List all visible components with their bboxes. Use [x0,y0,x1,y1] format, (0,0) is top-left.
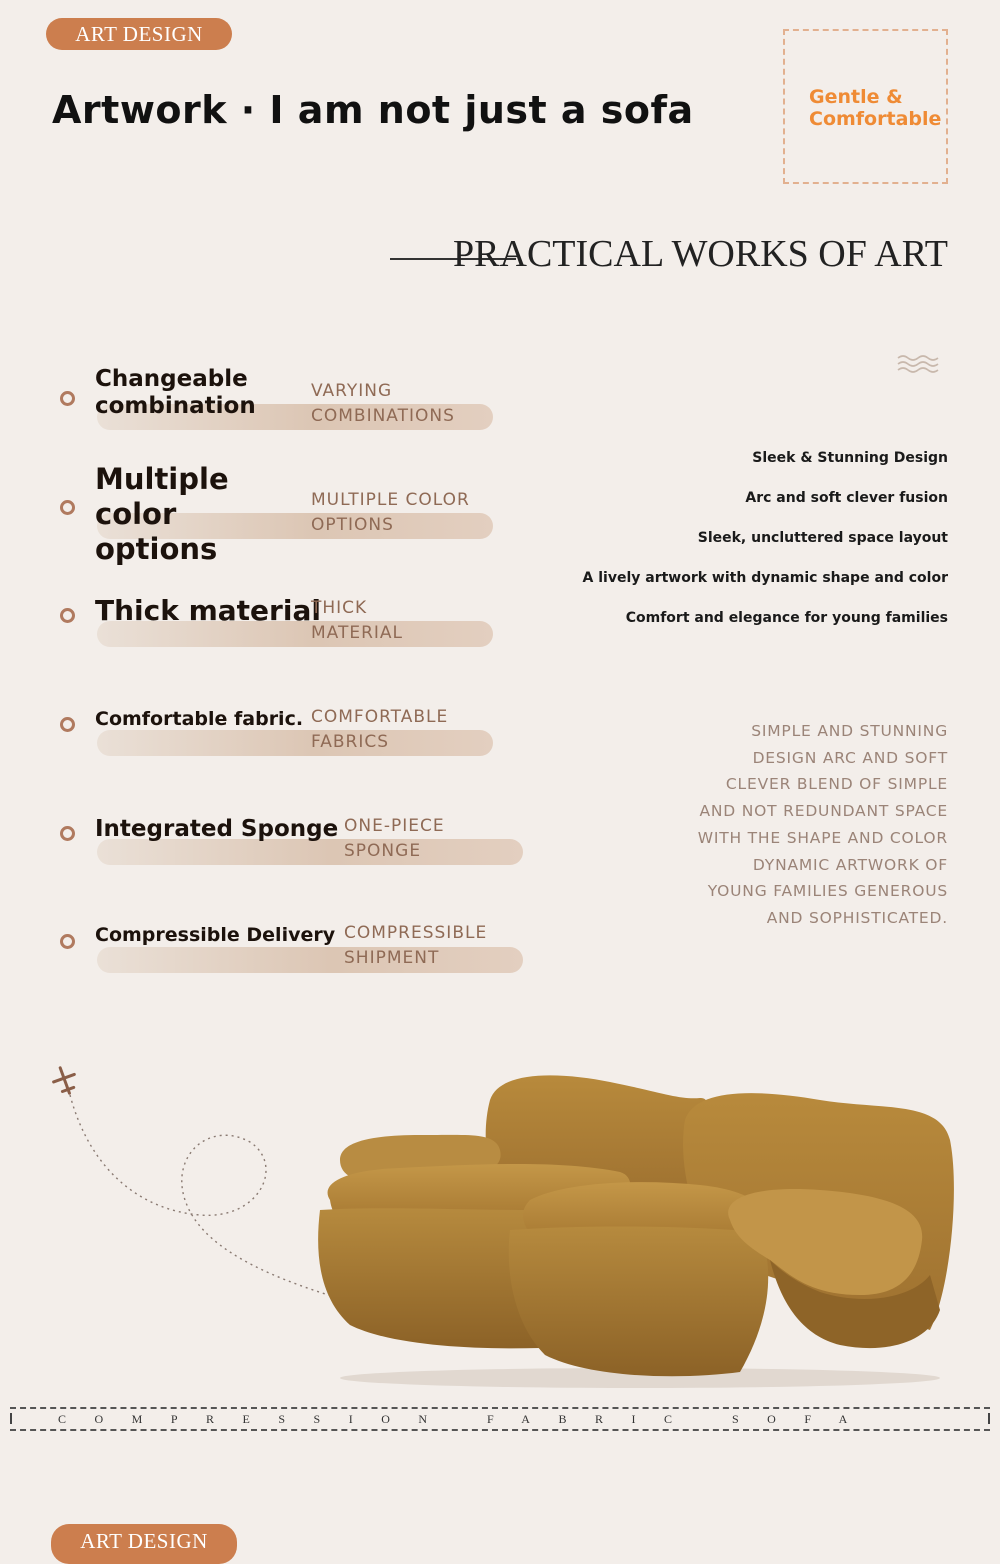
feature-title: Multiple color options [95,462,229,566]
bullet-ring-icon [60,717,75,732]
bullet-ring-icon [60,500,75,515]
compression-fabric-sofa-banner [10,1407,990,1431]
badge-text: Gentle & Comfortable [809,86,942,130]
sofa-image [300,1060,960,1390]
feature-title: Comfortable fabric. [95,708,304,730]
airplane-icon [48,1064,82,1098]
banner-text: COMPRESSION FABRIC SOFA [58,1412,876,1426]
feature-subtitle: COMFORTABLE FABRICS [311,707,449,752]
feature-bullet: Comfort and elegance for young families [625,610,948,626]
art-design-tag-footer: ART DESIGN [51,1524,237,1564]
section-title: PRACTICAL WORKS OF ART [453,233,948,275]
feature-subtitle: VARYING COMBINATIONS [311,381,455,426]
gentle-comfortable-badge [783,29,948,184]
feature-title: Changeable combination [95,366,256,419]
banner-tick [10,1413,12,1424]
wave-icon [896,354,944,374]
banner-tick [988,1413,990,1424]
bullet-ring-icon [60,934,75,949]
feature-title: Thick material [95,594,321,627]
feature-bullet: Arc and soft clever fusion [745,490,948,506]
headline: Artwork · I am not just a sofa [52,88,694,132]
feature-subtitle: COMPRESSIBLE SHIPMENT [344,923,488,968]
feature-title: Compressible Delivery [95,924,336,946]
feature-bullet: A lively artwork with dynamic shape and color [582,570,948,586]
feature-subtitle: ONE-PIECE SPONGE [344,816,445,861]
feature-bullet: Sleek, uncluttered space layout [697,530,948,546]
description-paragraph: SIMPLE AND STUNNING DESIGN ARC AND SOFT CLEVER BLEND OF SIMPLE AND NOT REDUNDANT SPACE WITH THE SHAPE AND COLOR DYNAMIC ARTWORK OF YOUNG FAMILIES GENEROUS AND SOPHISTICATED. [697,722,948,927]
feature-subtitle: MULTIPLE COLOR OPTIONS [311,490,470,535]
feature-bullet: Sleek & Stunning Design [752,450,948,466]
feature-title: Integrated Sponge [95,816,339,842]
bullet-ring-icon [60,391,75,406]
art-design-tag: ART DESIGN [46,18,232,50]
bullet-ring-icon [60,608,75,623]
bullet-ring-icon [60,826,75,841]
feature-subtitle: THICK MATERIAL [311,598,404,643]
